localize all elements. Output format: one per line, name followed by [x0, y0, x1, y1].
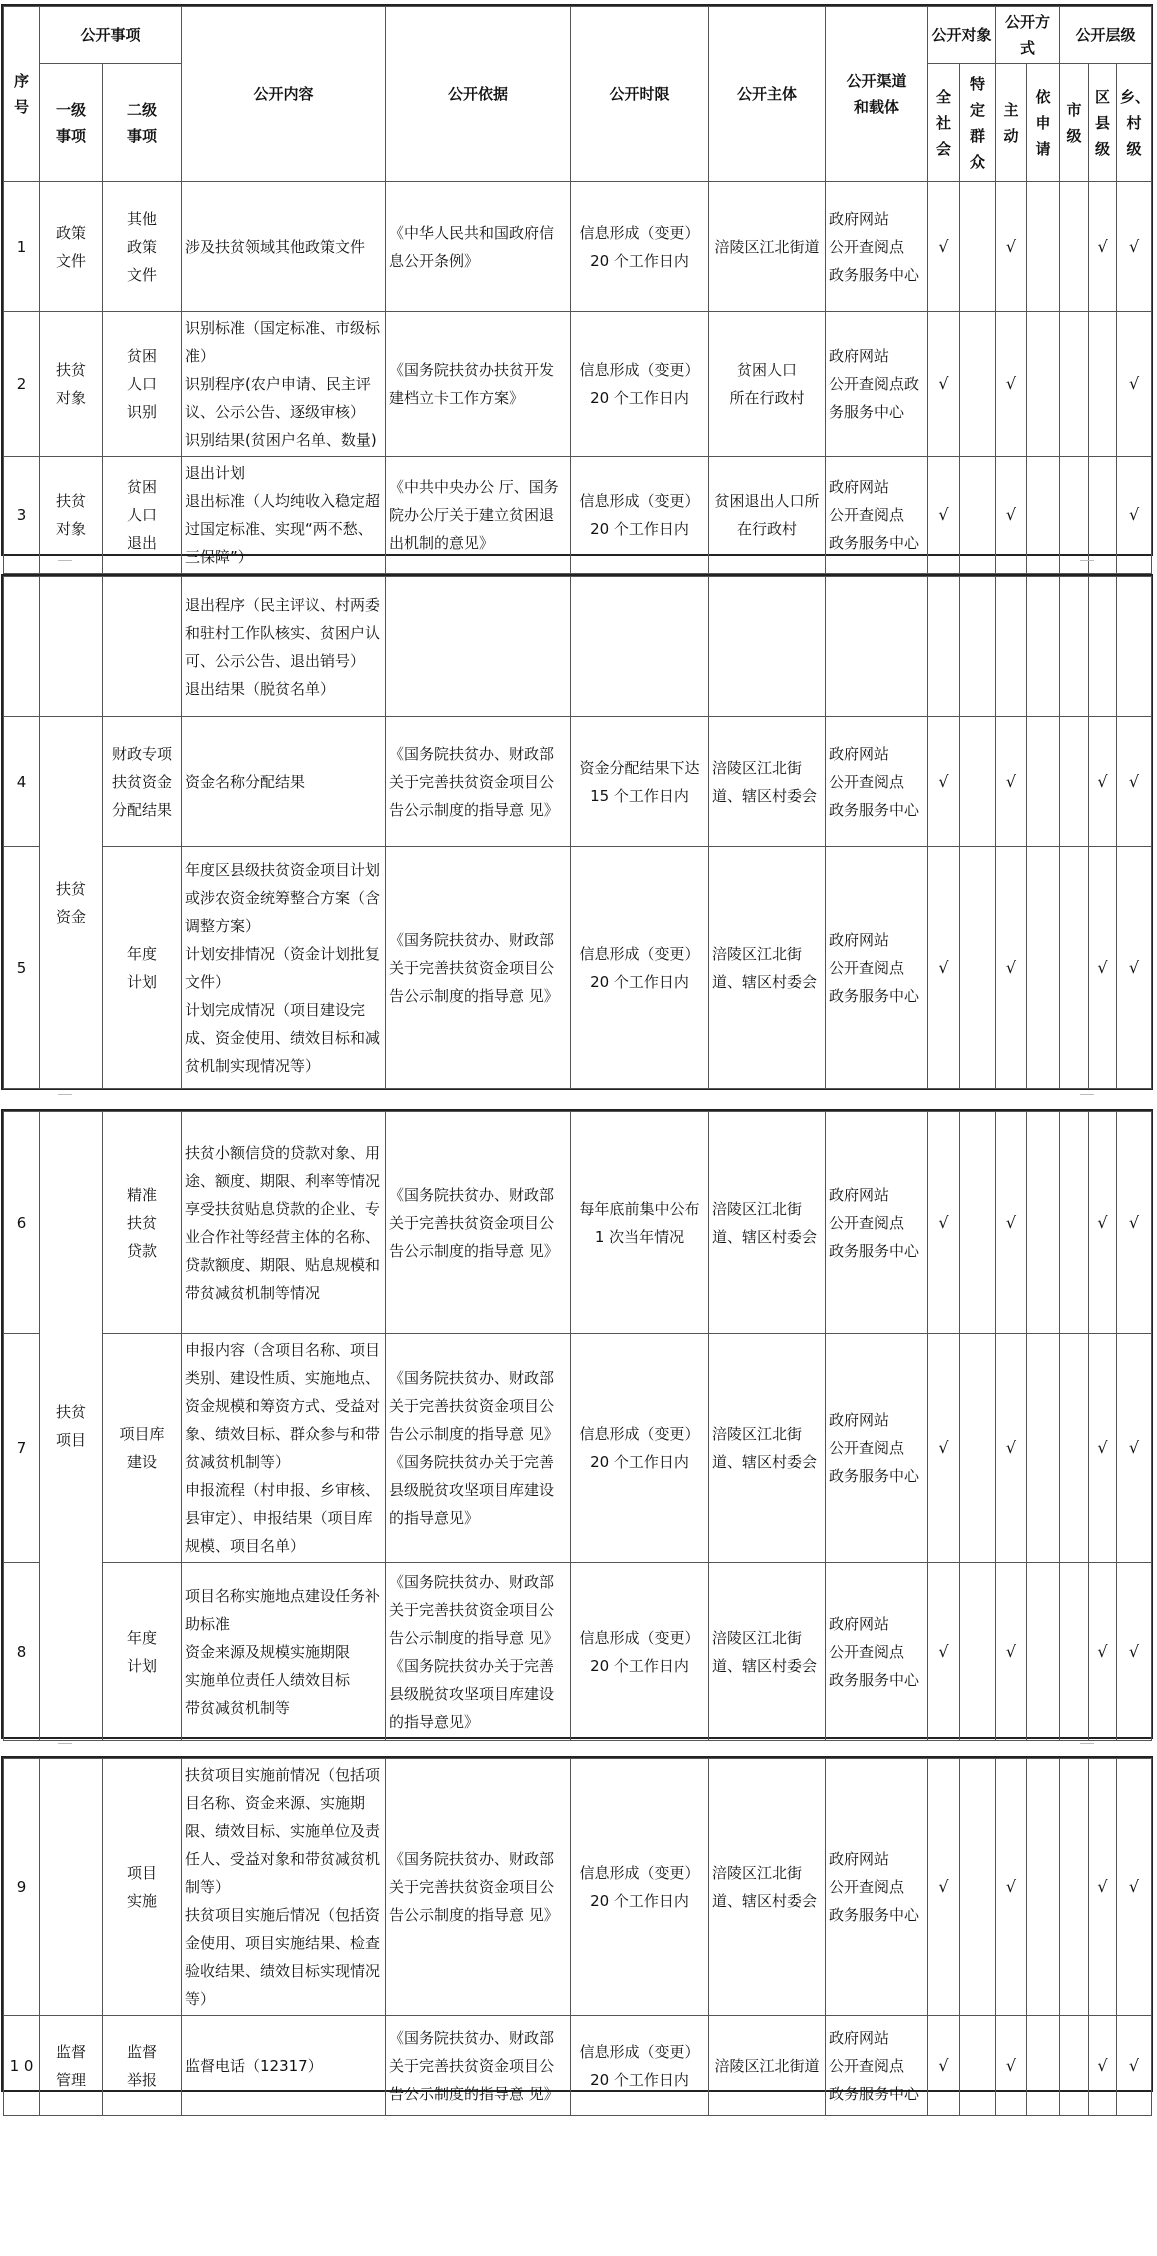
check-mark: √	[928, 2016, 960, 2116]
empty-cell	[1027, 1112, 1060, 1334]
empty-cell	[1027, 717, 1060, 847]
subject-cell: 涪陵区江北街道、辖区村委会	[709, 1563, 826, 1741]
empty-cell	[826, 577, 928, 717]
table-row	[4, 312, 1152, 457]
check-mark: √	[1117, 457, 1152, 574]
basis-cell: 《中华人民共和国政府信息公开条例》	[386, 182, 571, 312]
empty-cell	[960, 717, 996, 847]
seq-cell: 2	[4, 312, 40, 457]
basis-cell: 《国务院扶贫办、财政部关于完善扶贫资金项目公告公示制度的指导意 见》	[386, 847, 571, 1089]
empty-cell	[1027, 182, 1060, 312]
empty-cell	[1027, 577, 1060, 717]
basis-cell: 《国务院扶贫办、财政部关于完善扶贫资金项目公告公示制度的指导意 见》	[386, 2016, 571, 2116]
content-cell: 退出程序（民主评议、村两委和驻村工作队核实、贫困户认可、公示公告、退出销号） 退出结果（脱贫名单）	[182, 577, 386, 717]
deadline-cell: 信息形成（变更） 20 个工作日内	[571, 312, 709, 457]
header-channel: 公开渠道 和载体	[826, 7, 928, 182]
check-mark: √	[928, 312, 960, 457]
check-mark: √	[1117, 2016, 1152, 2116]
content-cell: 涉及扶贫领域其他政策文件	[182, 182, 386, 312]
check-mark: √	[996, 717, 1027, 847]
check-mark: √	[1089, 1334, 1117, 1563]
level2-cell: 项目库 建设	[103, 1334, 182, 1563]
check-mark: √	[928, 182, 960, 312]
empty-cell	[1060, 182, 1089, 312]
check-mark: √	[1089, 182, 1117, 312]
check-mark: √	[996, 847, 1027, 1089]
level1-cell: 扶贫 资金	[40, 717, 103, 1089]
empty-cell	[1089, 577, 1117, 717]
channel-cell: 政府网站 公开查阅点 政务服务中心	[826, 2016, 928, 2116]
subject-cell: 涪陵区江北街道、辖区村委会	[709, 1112, 826, 1334]
empty-cell	[960, 1112, 996, 1334]
deadline-cell: 信息形成（变更） 20 个工作日内	[571, 1759, 709, 2016]
table-row	[4, 1563, 1152, 1741]
check-mark: √	[1089, 847, 1117, 1089]
level1-cell: 扶贫 对象	[40, 312, 103, 457]
content-cell: 申报内容（含项目名称、项目类别、建设性质、实施地点、资金规模和筹资方式、受益对象、绩效目标、群众参与和带贫减贫机制等） 申报流程（村申报、乡审核、县审定）、申报结果（项目库规模、项目名单）	[182, 1334, 386, 1563]
check-mark: √	[928, 717, 960, 847]
empty-cell	[709, 577, 826, 717]
level2-cell: 其他 政策 文件	[103, 182, 182, 312]
check-mark: √	[928, 1112, 960, 1334]
empty-cell	[1027, 1759, 1060, 2016]
table-segment-4	[1, 1756, 1153, 2103]
empty-cell	[386, 577, 571, 717]
header-items: 公开事项	[40, 7, 182, 64]
header-method-active: 主 动	[996, 64, 1027, 182]
empty-cell	[960, 2016, 996, 2116]
empty-cell	[4, 577, 40, 717]
deadline-cell: 信息形成（变更） 20 个工作日内	[571, 457, 709, 574]
subject-cell: 涪陵区江北街道、辖区村委会	[709, 717, 826, 847]
empty-cell	[1060, 1563, 1089, 1741]
check-mark: √	[1089, 1563, 1117, 1741]
empty-cell	[1027, 312, 1060, 457]
check-mark: √	[1117, 1563, 1152, 1741]
level1-cell: 政策 文件	[40, 182, 103, 312]
level2-cell: 贫困 人口 退出	[103, 457, 182, 574]
level2-cell: 年度 计划	[103, 1563, 182, 1741]
subject-cell: 涪陵区江北街道	[709, 182, 826, 312]
empty-cell	[1060, 457, 1089, 574]
empty-cell	[1060, 312, 1089, 457]
seq-cell: 1 0	[4, 2016, 40, 2116]
empty-cell	[1117, 577, 1152, 717]
empty-cell	[1060, 577, 1089, 717]
channel-cell: 政府网站 公开查阅点政务服务中心	[826, 312, 928, 457]
channel-cell: 政府网站 公开查阅点 政务服务中心	[826, 457, 928, 574]
check-mark: √	[928, 457, 960, 574]
channel-cell: 政府网站 公开查阅点 政务服务中心	[826, 1563, 928, 1741]
empty-cell	[571, 577, 709, 717]
header-deadline: 公开时限	[571, 7, 709, 182]
empty-cell	[960, 577, 996, 717]
subject-cell: 涪陵区江北街道	[709, 2016, 826, 2116]
check-mark: √	[1117, 1759, 1152, 2016]
header-target-group: 特 定 群 众	[960, 64, 996, 182]
level2-cell: 年度 计划	[103, 847, 182, 1089]
subject-cell: 贫困退出人口所在行政村	[709, 457, 826, 574]
subject-cell: 涪陵区江北街道、辖区村委会	[709, 1759, 826, 2016]
subject-cell: 贫困人口 所在行政村	[709, 312, 826, 457]
seq-cell: 7	[4, 1334, 40, 1563]
check-mark: √	[1117, 312, 1152, 457]
empty-cell	[1027, 1334, 1060, 1563]
header-basis: 公开依据	[386, 7, 571, 182]
header-level-city: 市 级	[1060, 64, 1089, 182]
check-mark: √	[1117, 182, 1152, 312]
empty-cell	[40, 577, 103, 717]
basis-cell: 《国务院扶贫办、财政部关于完善扶贫资金项目公告公示制度的指导意 见》	[386, 717, 571, 847]
channel-cell: 政府网站 公开查阅点 政务服务中心	[826, 1112, 928, 1334]
header-level: 公开层级	[1060, 7, 1152, 64]
header-level2: 二级 事项	[103, 64, 182, 182]
disclosure-table-part-1	[3, 6, 1152, 574]
table-segment-3	[1, 1109, 1153, 1739]
empty-cell	[1027, 457, 1060, 574]
subject-cell: 涪陵区江北街道、辖区村委会	[709, 1334, 826, 1563]
empty-cell	[960, 1563, 996, 1741]
seq-cell: 5	[4, 847, 40, 1089]
deadline-cell: 信息形成（变更） 20 个工作日内	[571, 1334, 709, 1563]
disclosure-table-part-3	[3, 1111, 1152, 1741]
empty-cell	[960, 182, 996, 312]
check-mark: √	[996, 1563, 1027, 1741]
subject-cell: 涪陵区江北街道、辖区村委会	[709, 847, 826, 1089]
content-cell: 识别标准（国定标准、市级标准） 识别程序(农户申请、民主评议、公示公告、逐级审核） 识别结果(贫困户名单、数量)	[182, 312, 386, 457]
empty-cell	[960, 1759, 996, 2016]
deadline-cell: 信息形成（变更） 20 个工作日内	[571, 847, 709, 1089]
check-mark: √	[1117, 717, 1152, 847]
table-row	[4, 457, 1152, 574]
check-mark: √	[1089, 2016, 1117, 2116]
content-cell: 项目名称实施地点建设任务补助标准 资金来源及规模实施期限 实施单位责任人绩效目标 带贫减贫机制等	[182, 1563, 386, 1741]
empty-cell	[996, 577, 1027, 717]
level2-cell: 监督 举报	[103, 2016, 182, 2116]
header-target-all: 全 社 会	[928, 64, 960, 182]
content-cell: 扶贫小额信贷的贷款对象、用途、额度、期限、利率等情况享受扶贫贴息贷款的企业、专业合作社等经营主体的名称、贷款额度、期限、贴息规模和带贫减贫机制等情况	[182, 1112, 386, 1334]
level2-cell: 精准 扶贫 贷款	[103, 1112, 182, 1334]
empty-cell	[1027, 847, 1060, 1089]
check-mark: √	[1089, 1759, 1117, 2016]
empty-cell	[960, 457, 996, 574]
check-mark: √	[996, 1759, 1027, 2016]
check-mark: √	[996, 2016, 1027, 2116]
header-method: 公开方式	[996, 7, 1060, 64]
check-mark: √	[928, 847, 960, 1089]
level1-cell: 监督 管理	[40, 2016, 103, 2116]
deadline-cell: 每年底前集中公布 1 次当年情况	[571, 1112, 709, 1334]
deadline-cell: 信息形成（变更） 20 个工作日内	[571, 182, 709, 312]
empty-cell	[960, 1334, 996, 1563]
header-content: 公开内容	[182, 7, 386, 182]
content-cell: 扶贫项目实施前情况（包括项目名称、资金来源、实施期限、绩效目标、实施单位及责任人、受益对象和带贫减贫机制等） 扶贫项目实施后情况（包括资金使用、项目实施结果、检查验收结果、绩效目标实现情况等）	[182, 1759, 386, 2016]
channel-cell: 政府网站 公开查阅点 政务服务中心	[826, 182, 928, 312]
check-mark: √	[1117, 1334, 1152, 1563]
table-row	[4, 182, 1152, 312]
disclosure-table-part-4	[3, 1758, 1152, 2116]
empty-cell	[1060, 1334, 1089, 1563]
empty-cell	[1060, 2016, 1089, 2116]
seq-cell: 1	[4, 182, 40, 312]
table-segment-2	[1, 574, 1153, 1090]
check-mark: √	[996, 312, 1027, 457]
level2-cell: 财政专项 扶贫资金 分配结果	[103, 717, 182, 847]
empty-cell	[1089, 312, 1117, 457]
deadline-cell: 信息形成（变更） 20 个工作日内	[571, 1563, 709, 1741]
check-mark: √	[1089, 717, 1117, 847]
empty-cell	[103, 577, 182, 717]
basis-cell: 《国务院扶贫办、财政部关于完善扶贫资金项目公告公示制度的指导意 见》	[386, 1759, 571, 2016]
empty-cell	[1027, 1563, 1060, 1741]
content-cell: 年度区县级扶贫资金项目计划或涉农资金统筹整合方案（含调整方案） 计划安排情况（资金计划批复文件） 计划完成情况（项目建设完成、资金使用、绩效目标和减贫机制实现情况等）	[182, 847, 386, 1089]
header-subject: 公开主体	[709, 7, 826, 182]
table-row	[4, 1334, 1152, 1563]
header-level-district: 区 县 级	[1089, 64, 1117, 182]
level2-cell: 贫困 人口 识别	[103, 312, 182, 457]
content-cell: 资金名称分配结果	[182, 717, 386, 847]
seq-cell: 9	[4, 1759, 40, 2016]
table-row	[4, 717, 1152, 847]
check-mark: √	[928, 1759, 960, 2016]
seq-cell: 6	[4, 1112, 40, 1334]
basis-cell: 《国务院扶贫办扶贫开发建档立卡工作方案》	[386, 312, 571, 457]
empty-cell	[1089, 457, 1117, 574]
empty-cell	[1060, 717, 1089, 847]
content-cell: 退出计划 退出标准（人均纯收入稳定超过国定标准、实现“两不愁、三保障”）	[182, 457, 386, 574]
table-row	[4, 847, 1152, 1089]
channel-cell: 政府网站 公开查阅点 政务服务中心	[826, 717, 928, 847]
channel-cell: 政府网站 公开查阅点 政务服务中心	[826, 847, 928, 1089]
deadline-cell: 信息形成（变更） 20 个工作日内	[571, 2016, 709, 2116]
check-mark: √	[928, 1334, 960, 1563]
seq-cell: 4	[4, 717, 40, 847]
basis-cell: 《中共中央办公 厅、国务院办公厅关于建立贫困退出机制的意见》	[386, 457, 571, 574]
check-mark: √	[928, 1563, 960, 1741]
channel-cell: 政府网站 公开查阅点 政务服务中心	[826, 1759, 928, 2016]
disclosure-table-part-2	[3, 576, 1152, 1089]
check-mark: √	[1117, 847, 1152, 1089]
level1-cell: 扶贫 对象	[40, 457, 103, 574]
empty-cell	[960, 312, 996, 457]
basis-cell: 《国务院扶贫办、财政部关于完善扶贫资金项目公告公示制度的指导意 见》 《国务院扶贫办关于完善县级脱贫攻坚项目库建设的指导意见》	[386, 1334, 571, 1563]
level2-cell: 项目 实施	[103, 1759, 182, 2016]
empty-cell	[960, 847, 996, 1089]
check-mark: √	[996, 1112, 1027, 1334]
seq-cell: 3	[4, 457, 40, 574]
empty-cell	[1060, 847, 1089, 1089]
table-row	[4, 1759, 1152, 2016]
seq-cell: 8	[4, 1563, 40, 1741]
header-level1: 一级 事项	[40, 64, 103, 182]
check-mark: √	[1089, 1112, 1117, 1334]
check-mark: √	[1117, 1112, 1152, 1334]
header-method-request: 依 申 请	[1027, 64, 1060, 182]
basis-cell: 《国务院扶贫办、财政部关于完善扶贫资金项目公告公示制度的指导意 见》	[386, 1112, 571, 1334]
content-cell: 监督电话（12317）	[182, 2016, 386, 2116]
deadline-cell: 资金分配结果下达 15 个工作日内	[571, 717, 709, 847]
channel-cell: 政府网站 公开查阅点 政务服务中心	[826, 1334, 928, 1563]
empty-cell	[928, 577, 960, 717]
table-row	[4, 2016, 1152, 2116]
table-segment-1	[1, 4, 1153, 566]
header-seq: 序号	[4, 7, 40, 182]
header-target: 公开对象	[928, 7, 996, 64]
empty-cell	[1060, 1759, 1089, 2016]
table-row	[4, 577, 1152, 717]
check-mark: √	[996, 457, 1027, 574]
empty-cell	[1060, 1112, 1089, 1334]
header-level-village: 乡、 村 级	[1117, 64, 1152, 182]
check-mark: √	[996, 182, 1027, 312]
empty-cell	[40, 1759, 103, 2016]
basis-cell: 《国务院扶贫办、财政部关于完善扶贫资金项目公告公示制度的指导意 见》 《国务院扶贫办关于完善县级脱贫攻坚项目库建设的指导意见》	[386, 1563, 571, 1741]
table-row	[4, 1112, 1152, 1334]
level1-cell: 扶贫 项目	[40, 1112, 103, 1741]
empty-cell	[1027, 2016, 1060, 2116]
check-mark: √	[996, 1334, 1027, 1563]
